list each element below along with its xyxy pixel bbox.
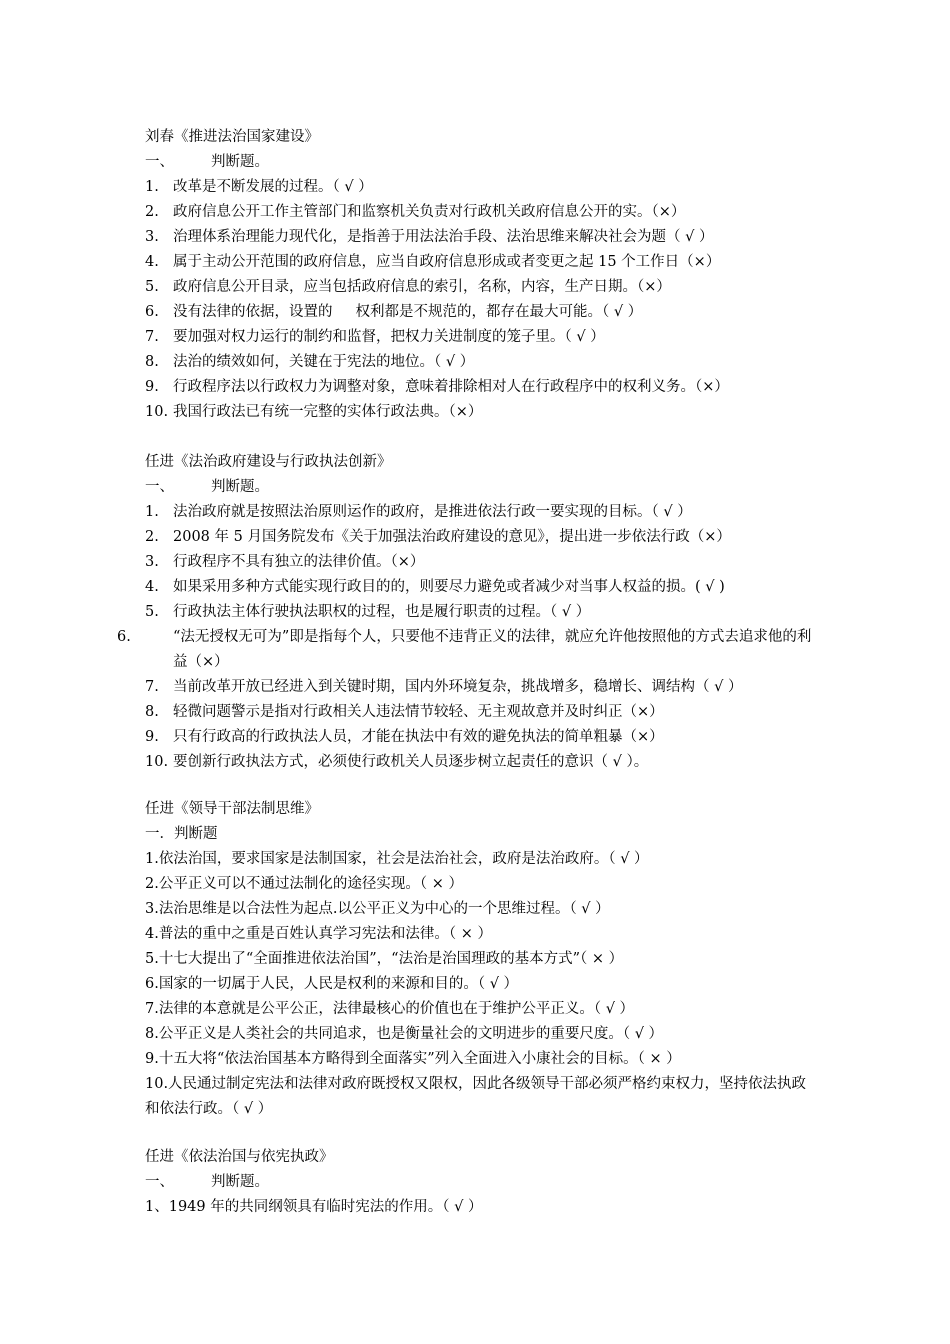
heading-text: 判断题。 — [211, 154, 269, 170]
item-text: 属于主动公开范围的政府信息，应当自政府信息形成或者变更之起 15 个工作日（×） — [173, 254, 721, 270]
list-item: 4.普法的重中之重是百姓认真学习宪法和法律。（ × ） — [145, 926, 492, 942]
item-number: 3. — [145, 554, 159, 570]
list-item: 10.人民通过制定宪法和法律对政府既授权又限权，因此各级领导干部必须严格约束权力，坚持依法执政和依法行政。（ √ ） — [145, 1076, 807, 1117]
section-2 — [117, 450, 825, 775]
item-number: 7. — [145, 329, 159, 345]
item-text: 如果采用多种方式能实现行政目的的，则要尽力避免或者减少对当事人权益的损。( √ ) — [173, 579, 725, 595]
item-number: 1. — [145, 504, 159, 520]
list-item: 8.公平正义是人类社会的共同追求，也是衡量社会的文明进步的重要尺度。（ √ ） — [145, 1026, 664, 1042]
item-number: 10. — [145, 404, 169, 420]
list-item — [117, 625, 825, 675]
item-text: 政府信息公开工作主管部门和监察机关负责对行政机关政府信息公开的实。（×） — [173, 204, 686, 220]
list-item — [145, 500, 825, 525]
section-title: 刘春《推进法治国家建设》 — [145, 129, 319, 145]
item-number: 2. — [145, 529, 159, 545]
item-number: 9. — [145, 729, 159, 745]
section-title: 任进《法治政府建设与行政执法创新》 — [145, 454, 392, 470]
list-item: 6.国家的一切属于人民，人民是权利的来源和目的。（ √ ） — [145, 976, 519, 992]
item-number: 7. — [145, 679, 159, 695]
section-heading — [145, 1170, 825, 1195]
list-item — [145, 250, 825, 275]
item-text: 法治的绩效如何，关键在于宪法的地位。（ √ ） — [173, 354, 475, 370]
item-text: 2008 年 5 月国务院发布《关于加强法治政府建设的意见》，提出进一步依法行政（×） — [173, 529, 731, 545]
item-text: 轻微问题警示是指对行政相关人违法情节较轻、无主观故意并及时纠正（×） — [173, 704, 664, 720]
heading-text: 判断题。 — [211, 1174, 269, 1190]
list-item — [145, 600, 825, 625]
list-item — [145, 750, 825, 775]
heading-text: 判断题。 — [211, 479, 269, 495]
item-text: “法无授权无可为”即是指每个人，只要他不违背正义的法律，就应允许他按照他的方式去追求他的利益（×） — [173, 629, 812, 670]
section-heading — [145, 150, 825, 175]
item-text: 当前改革开放已经进入到关键时期，国内外环境复杂，挑战增多，稳增长、调结构（ √ ） — [173, 679, 743, 695]
item-number: 3. — [145, 229, 159, 245]
list-item: 5.十七大提出了“全面推进依法治国”，“法治是治国理政的基本方式”（ × ） — [145, 951, 624, 967]
list-item — [145, 175, 825, 200]
list-item — [145, 675, 825, 700]
item-number: 4. — [145, 579, 159, 595]
item-number: 5. — [145, 604, 159, 620]
list-item — [145, 725, 825, 750]
list-item — [145, 575, 825, 600]
heading-number: 一、 — [145, 479, 174, 495]
list-item: 3.法治思维是以合法性为起点.以公平正义为中心的一个思维过程。（ √ ） — [145, 901, 610, 917]
item-number: 1. — [145, 179, 159, 195]
item-text: 改革是不断发展的过程。（ √ ） — [173, 179, 373, 195]
item-number: 8. — [145, 354, 159, 370]
item-number: 5. — [145, 279, 159, 295]
list-item — [145, 400, 825, 425]
list-item — [145, 350, 825, 375]
section-heading — [145, 475, 825, 500]
item-text: 行政程序不具有独立的法律价值。（×） — [173, 554, 425, 570]
list-item — [145, 300, 825, 325]
list-item: 9.十五大将“依法治国基本方略得到全面落实”列入全面进入小康社会的目标。（ × ） — [145, 1051, 681, 1067]
list-item: 2.公平正义可以不通过法制化的途径实现。（ × ） — [145, 876, 463, 892]
item-number: 9. — [145, 379, 159, 395]
heading-number: 一、 — [145, 154, 174, 170]
item-number: 6. — [117, 629, 131, 645]
item-text: 行政执法主体行驶执法职权的过程，也是履行职责的过程。（ √ ） — [173, 604, 591, 620]
list-item — [145, 325, 825, 350]
item-text: 没有法律的依据，设置的 权利都是不规范的，都存在最大可能。（ √ ） — [173, 304, 643, 320]
item-text: 要创新行政执法方式，必须使行政机关人员逐步树立起责任的意识（ √ ）。 — [173, 754, 649, 770]
item-text: 法治政府就是按照法治原则运作的政府，是推进依法行政一要实现的目标。（ √ ） — [173, 504, 692, 520]
item-number: 4. — [145, 254, 159, 270]
section-1 — [145, 125, 825, 425]
list-item — [145, 225, 825, 250]
section-title: 任进《依法治国与依宪执政》 — [145, 1149, 334, 1165]
list-item: 7.法律的本意就是公平公正，法律最核心的价值也在于维护公平正义。（ √ ） — [145, 1001, 635, 1017]
item-number: 8. — [145, 704, 159, 720]
list-item — [145, 700, 825, 725]
item-number: 6. — [145, 304, 159, 320]
section-4 — [145, 1145, 825, 1220]
section-title: 任进《领导干部法制思维》 — [145, 801, 319, 817]
item-text: 行政程序法以行政权力为调整对象，意味着排除相对人在行政程序中的权利义务。（×） — [173, 379, 729, 395]
item-text: 我国行政法已有统一完整的实体行政法典。（×） — [173, 404, 483, 420]
list-item — [145, 525, 825, 550]
list-item — [145, 275, 825, 300]
item-number: 10. — [145, 754, 169, 770]
item-text: 治理体系治理能力现代化，是指善于用法法治手段、法治思维来解决社会为题（ √ ） — [173, 229, 714, 245]
item-text: 政府信息公开目录，应当包括政府信息的索引，名称，内容，生产日期。（×） — [173, 279, 671, 295]
heading-number: 一、 — [145, 1174, 174, 1190]
list-item — [145, 550, 825, 575]
item-text: 要加强对权力运行的制约和监督，把权力关进制度的笼子里。（ √ ） — [173, 329, 605, 345]
item-text: 只有行政高的行政执法人员，才能在执法中有效的避免执法的简单粗暴（×） — [173, 729, 664, 745]
section-3 — [145, 797, 825, 1122]
list-item: 1、1949 年的共同纲领具有临时宪法的作用。（ √ ） — [145, 1199, 483, 1215]
list-item — [145, 375, 825, 400]
item-number: 2. — [145, 204, 159, 220]
list-item — [145, 200, 825, 225]
list-item: 1.依法治国，要求国家是法制国家，社会是法治社会，政府是法治政府。（ √ ） — [145, 851, 649, 867]
section-heading: 一．判断题 — [145, 826, 218, 842]
